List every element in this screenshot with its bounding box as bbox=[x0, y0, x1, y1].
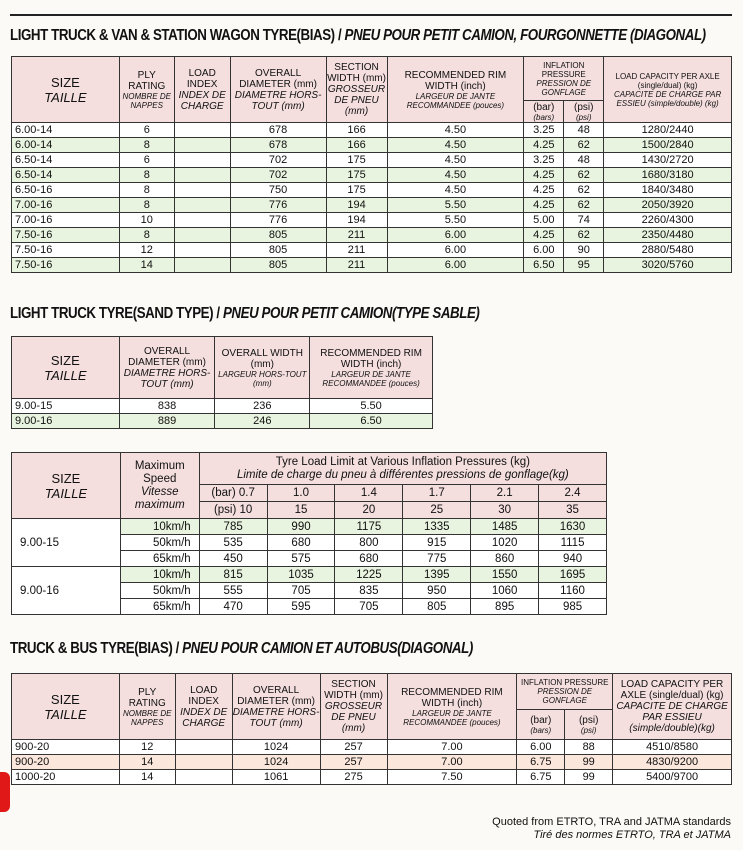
section-width-cell: 166 bbox=[326, 138, 387, 153]
load-value-cell: 815 bbox=[199, 567, 267, 583]
load-capacity-cell: 2350/4480 bbox=[604, 228, 732, 243]
diameter-cell: 805 bbox=[230, 228, 326, 243]
psi-cell: 62 bbox=[564, 183, 604, 198]
size-cell: 9.00-15 bbox=[12, 399, 120, 414]
sand-type-rows bbox=[12, 399, 433, 429]
diameter-cell: 1024 bbox=[232, 755, 320, 770]
load-index-cell bbox=[174, 153, 230, 168]
ply-cell: 14 bbox=[119, 770, 175, 785]
speed-cell: 10km/h bbox=[120, 567, 199, 583]
inflation-header: INFLATION PRESSURE PRESSION DE GONFLAGE bbox=[524, 57, 604, 101]
section2-title: LIGHT TRUCK TYRE(SAND TYPE) / PNEU POUR PETIT CAMION(TYPE SABLE) bbox=[10, 305, 480, 322]
table-row bbox=[12, 168, 732, 183]
ply-cell: 8 bbox=[119, 198, 174, 213]
rim-width-header: RECOMMENDED RIM WIDTH (inch) LARGEUR DE JANTE RECOMMANDEE (pouces) bbox=[387, 674, 517, 740]
section-width-cell: 194 bbox=[326, 198, 387, 213]
load-index-cell bbox=[175, 740, 232, 755]
pressure-psi-label: 35 bbox=[539, 502, 607, 519]
section-width-cell: 175 bbox=[326, 153, 387, 168]
load-capacity-cell: 2050/3920 bbox=[604, 198, 732, 213]
load-index-header: LOAD INDEX INDEX DE CHARGE bbox=[174, 57, 230, 123]
rim-width-cell: 6.00 bbox=[387, 243, 524, 258]
section-width-cell: 166 bbox=[326, 123, 387, 138]
load-index-cell bbox=[175, 770, 232, 785]
section1-title: LIGHT TRUCK & VAN & STATION WAGON TYRE(BIAS) / PNEU POUR PETIT CAMION, FOURGONNETTE (DIAGONAL) bbox=[10, 27, 706, 44]
load-value-cell: 800 bbox=[335, 535, 403, 551]
source-note: Quoted from ETRTO, TRA and JATMA standards Tiré des normes ETRTO, TRA et JATMA bbox=[492, 816, 731, 841]
ply-cell: 6 bbox=[119, 123, 174, 138]
width-header: OVERALL WIDTH (mm) LARGEUR HORS-TOUT (mm) bbox=[215, 337, 310, 399]
load-value-cell: 1550 bbox=[471, 567, 539, 583]
load-value-cell: 775 bbox=[403, 551, 471, 567]
ply-cell: 12 bbox=[119, 740, 175, 755]
load-value-cell: 915 bbox=[403, 535, 471, 551]
load-value-cell: 680 bbox=[267, 535, 335, 551]
load-index-cell bbox=[174, 138, 230, 153]
bar-cell: 3.25 bbox=[524, 123, 564, 138]
pressure-bar-label: 1.7 bbox=[403, 485, 471, 502]
ply-cell: 12 bbox=[119, 243, 174, 258]
size-cell: 7.50-16 bbox=[12, 243, 120, 258]
red-paper-mark bbox=[0, 772, 10, 812]
size-header: SIZE TAILLE bbox=[12, 453, 121, 519]
load-value-cell: 985 bbox=[539, 599, 607, 615]
load-index-cell bbox=[175, 755, 232, 770]
section-width-cell: 211 bbox=[326, 258, 387, 273]
load-capacity-header: LOAD CAPACITY PER AXLE (single/dual) (kg) CAPACITE DE CHARGE PAR ESSIEU (simple/double) (kg) bbox=[604, 57, 732, 123]
load-value-cell: 535 bbox=[199, 535, 267, 551]
section3-title: TRUCK & BUS TYRE(BIAS) / PNEU POUR CAMION ET AUTOBUS(DIAGONAL) bbox=[10, 640, 473, 657]
load-value-cell: 1160 bbox=[539, 583, 607, 599]
pressure-psi-label: 20 bbox=[335, 502, 403, 519]
diameter-cell: 1024 bbox=[232, 740, 320, 755]
table-row bbox=[12, 213, 732, 228]
table-row bbox=[12, 228, 732, 243]
load-capacity-cell: 4830/9200 bbox=[613, 755, 732, 770]
size-cell: 6.00-14 bbox=[12, 123, 120, 138]
load-value-cell: 575 bbox=[267, 551, 335, 567]
psi-cell: 62 bbox=[564, 198, 604, 213]
bar-cell: 5.00 bbox=[524, 213, 564, 228]
sand-type-table bbox=[11, 336, 433, 429]
bar-cell: 6.00 bbox=[524, 243, 564, 258]
bar-cell: 6.00 bbox=[517, 740, 565, 755]
table-row bbox=[12, 153, 732, 168]
load-index-cell bbox=[174, 228, 230, 243]
section-width-cell: 257 bbox=[320, 755, 387, 770]
top-rule bbox=[10, 14, 732, 16]
ply-cell: 8 bbox=[119, 168, 174, 183]
psi-cell: 74 bbox=[564, 213, 604, 228]
psi-header: (psi) (psi) bbox=[565, 710, 613, 740]
truck-bus-rows bbox=[12, 740, 732, 785]
section-width-cell: 257 bbox=[320, 740, 387, 755]
load-index-cell bbox=[174, 183, 230, 198]
load-value-cell: 895 bbox=[471, 599, 539, 615]
load-index-cell bbox=[174, 168, 230, 183]
bar-cell: 6.50 bbox=[524, 258, 564, 273]
speed-cell: 10km/h bbox=[120, 519, 199, 535]
load-value-cell: 705 bbox=[267, 583, 335, 599]
load-value-cell: 470 bbox=[199, 599, 267, 615]
load-limit-title: Tyre Load Limit at Various Inflation Pressures (kg) Limite de charge du pneu à différentes pressions de gonflage(kg) bbox=[199, 453, 606, 485]
load-limit-rows bbox=[12, 519, 607, 615]
diameter-cell: 750 bbox=[230, 183, 326, 198]
size-cell: 900-20 bbox=[12, 740, 120, 755]
table-row bbox=[12, 567, 607, 583]
load-value-cell: 595 bbox=[267, 599, 335, 615]
psi-cell: 48 bbox=[564, 153, 604, 168]
rim-width-cell: 7.50 bbox=[387, 770, 517, 785]
load-value-cell: 860 bbox=[471, 551, 539, 567]
load-value-cell: 990 bbox=[267, 519, 335, 535]
ply-cell: 8 bbox=[119, 228, 174, 243]
rim-width-cell: 4.50 bbox=[387, 168, 524, 183]
load-value-cell: 1175 bbox=[335, 519, 403, 535]
size-cell: 9.00-15 bbox=[12, 519, 121, 567]
table-row bbox=[12, 243, 732, 258]
load-value-cell: 1020 bbox=[471, 535, 539, 551]
load-value-cell: 450 bbox=[199, 551, 267, 567]
section-width-header: SECTION WIDTH (mm) GROSSEUR DE PNEU (mm) bbox=[326, 57, 387, 123]
psi-label: (psi) 10 bbox=[199, 502, 267, 519]
speed-header: Maximum Speed Vitesse maximum bbox=[120, 453, 199, 519]
load-index-cell bbox=[174, 198, 230, 213]
width-cell: 236 bbox=[215, 399, 310, 414]
speed-cell: 50km/h bbox=[120, 583, 199, 599]
size-cell: 1000-20 bbox=[12, 770, 120, 785]
table-row bbox=[12, 770, 732, 785]
load-value-cell: 785 bbox=[199, 519, 267, 535]
rim-width-cell: 5.50 bbox=[387, 213, 524, 228]
diameter-header: OVERALL DIAMETER (mm) DIAMETRE HORS-TOUT (mm) bbox=[232, 674, 320, 740]
psi-cell: 99 bbox=[565, 755, 613, 770]
rim-width-cell: 4.50 bbox=[387, 123, 524, 138]
pressure-bar-label: 1.4 bbox=[335, 485, 403, 502]
load-capacity-cell: 3020/5760 bbox=[604, 258, 732, 273]
bar-cell: 6.75 bbox=[517, 770, 565, 785]
load-value-cell: 1395 bbox=[403, 567, 471, 583]
rim-width-cell: 6.50 bbox=[310, 414, 433, 429]
size-cell: 6.50-16 bbox=[12, 183, 120, 198]
ply-cell: 8 bbox=[119, 183, 174, 198]
rim-width-header: RECOMMENDED RIM WIDTH (inch) LARGEUR DE JANTE RECOMMANDEE (pouces) bbox=[310, 337, 433, 399]
rim-width-cell: 7.00 bbox=[387, 755, 517, 770]
section-width-cell: 194 bbox=[326, 213, 387, 228]
size-cell: 7.00-16 bbox=[12, 198, 120, 213]
diameter-cell: 702 bbox=[230, 168, 326, 183]
ply-header: PLY RATING NOMBRE DE NAPPES bbox=[119, 674, 175, 740]
load-capacity-cell: 4510/8580 bbox=[613, 740, 732, 755]
load-index-cell bbox=[174, 213, 230, 228]
truck-bus-table bbox=[11, 673, 732, 785]
pressure-psi-label: 30 bbox=[471, 502, 539, 519]
size-cell: 6.00-14 bbox=[12, 138, 120, 153]
table-row bbox=[12, 519, 607, 535]
diameter-cell: 838 bbox=[119, 399, 215, 414]
section-width-cell: 175 bbox=[326, 183, 387, 198]
pressure-bar-label: 2.4 bbox=[539, 485, 607, 502]
psi-cell: 62 bbox=[564, 138, 604, 153]
psi-cell: 90 bbox=[564, 243, 604, 258]
speed-cell: 65km/h bbox=[120, 551, 199, 567]
psi-cell: 48 bbox=[564, 123, 604, 138]
rim-width-cell: 5.50 bbox=[310, 399, 433, 414]
psi-cell: 62 bbox=[564, 228, 604, 243]
load-capacity-cell: 5400/9700 bbox=[613, 770, 732, 785]
table-row bbox=[12, 123, 732, 138]
diameter-cell: 702 bbox=[230, 153, 326, 168]
diameter-cell: 805 bbox=[230, 258, 326, 273]
bar-cell: 4.25 bbox=[524, 168, 564, 183]
diameter-header: OVERALL DIAMETER (mm) DIAMETRE HORS-TOUT (mm) bbox=[230, 57, 326, 123]
diameter-cell: 678 bbox=[230, 138, 326, 153]
table-row bbox=[12, 740, 732, 755]
load-limit-table bbox=[11, 452, 607, 615]
table-row bbox=[12, 258, 732, 273]
load-value-cell: 940 bbox=[539, 551, 607, 567]
ply-cell: 10 bbox=[119, 213, 174, 228]
size-header: SIZE TAILLE bbox=[12, 57, 120, 123]
rim-width-cell: 7.00 bbox=[387, 740, 517, 755]
load-capacity-cell: 1430/2720 bbox=[604, 153, 732, 168]
section-width-cell: 211 bbox=[326, 243, 387, 258]
rim-width-cell: 6.00 bbox=[387, 258, 524, 273]
load-value-cell: 1225 bbox=[335, 567, 403, 583]
size-cell: 6.50-14 bbox=[12, 153, 120, 168]
size-header: SIZE TAILLE bbox=[12, 674, 120, 740]
load-value-cell: 950 bbox=[403, 583, 471, 599]
diameter-cell: 776 bbox=[230, 213, 326, 228]
load-value-cell: 555 bbox=[199, 583, 267, 599]
speed-cell: 50km/h bbox=[120, 535, 199, 551]
load-value-cell: 835 bbox=[335, 583, 403, 599]
ply-cell: 8 bbox=[119, 138, 174, 153]
psi-cell: 88 bbox=[565, 740, 613, 755]
rim-width-cell: 5.50 bbox=[387, 198, 524, 213]
psi-cell: 99 bbox=[565, 770, 613, 785]
pressure-psi-label: 15 bbox=[267, 502, 335, 519]
size-cell: 6.50-14 bbox=[12, 168, 120, 183]
speed-cell: 65km/h bbox=[120, 599, 199, 615]
light-truck-rows bbox=[12, 123, 732, 273]
load-capacity-cell: 2260/4300 bbox=[604, 213, 732, 228]
rim-width-header: RECOMMENDED RIM WIDTH (inch) LARGEUR DE JANTE RECOMMANDEE (pouces) bbox=[387, 57, 524, 123]
ply-header: PLY RATING NOMBRE DE NAPPES bbox=[119, 57, 174, 123]
diameter-header: OVERALL DIAMETER (mm) DIAMETRE HORS-TOUT (mm) bbox=[119, 337, 215, 399]
load-index-cell bbox=[174, 243, 230, 258]
psi-cell: 62 bbox=[564, 168, 604, 183]
bar-cell: 4.25 bbox=[524, 138, 564, 153]
load-value-cell: 1630 bbox=[539, 519, 607, 535]
table-row bbox=[12, 198, 732, 213]
ply-cell: 6 bbox=[119, 153, 174, 168]
table-row bbox=[12, 414, 433, 429]
bar-header: (bar) (bars) bbox=[517, 710, 565, 740]
width-cell: 246 bbox=[215, 414, 310, 429]
ply-cell: 14 bbox=[119, 258, 174, 273]
load-value-cell: 805 bbox=[403, 599, 471, 615]
load-value-cell: 1115 bbox=[539, 535, 607, 551]
bar-label: (bar) 0.7 bbox=[199, 485, 267, 502]
load-value-cell: 705 bbox=[335, 599, 403, 615]
table-row bbox=[12, 399, 433, 414]
psi-header: (psi) (psi) bbox=[564, 101, 604, 123]
table-row bbox=[12, 183, 732, 198]
load-value-cell: 1695 bbox=[539, 567, 607, 583]
size-cell: 7.50-16 bbox=[12, 228, 120, 243]
pressure-bar-label: 2.1 bbox=[471, 485, 539, 502]
size-cell: 7.50-16 bbox=[12, 258, 120, 273]
ply-cell: 14 bbox=[119, 755, 175, 770]
table-row bbox=[12, 755, 732, 770]
load-capacity-cell: 1840/3480 bbox=[604, 183, 732, 198]
load-value-cell: 1060 bbox=[471, 583, 539, 599]
bar-cell: 4.25 bbox=[524, 198, 564, 213]
table-row bbox=[12, 138, 732, 153]
inflation-header: INFLATION PRESSURE PRESSION DE GONFLAGE bbox=[517, 674, 613, 710]
rim-width-cell: 6.00 bbox=[387, 228, 524, 243]
diameter-cell: 1061 bbox=[232, 770, 320, 785]
bar-cell: 4.25 bbox=[524, 183, 564, 198]
load-capacity-cell: 1680/3180 bbox=[604, 168, 732, 183]
load-value-cell: 1035 bbox=[267, 567, 335, 583]
size-header: SIZE TAILLE bbox=[12, 337, 120, 399]
load-index-header: LOAD INDEX INDEX DE CHARGE bbox=[175, 674, 232, 740]
rim-width-cell: 4.50 bbox=[387, 153, 524, 168]
bar-cell: 3.25 bbox=[524, 153, 564, 168]
load-capacity-cell: 1500/2840 bbox=[604, 138, 732, 153]
pressure-bar-label: 1.0 bbox=[267, 485, 335, 502]
diameter-cell: 805 bbox=[230, 243, 326, 258]
load-value-cell: 1485 bbox=[471, 519, 539, 535]
load-capacity-header: LOAD CAPACITY PER AXLE (single/dual) (kg) CAPACITE DE CHARGE PAR ESSIEU (simple/double)(kg) bbox=[613, 674, 732, 740]
load-capacity-cell: 2880/5480 bbox=[604, 243, 732, 258]
size-cell: 900-20 bbox=[12, 755, 120, 770]
load-capacity-cell: 1280/2440 bbox=[604, 123, 732, 138]
diameter-cell: 776 bbox=[230, 198, 326, 213]
bar-cell: 4.25 bbox=[524, 228, 564, 243]
load-value-cell: 680 bbox=[335, 551, 403, 567]
light-truck-table bbox=[11, 56, 732, 273]
diameter-cell: 678 bbox=[230, 123, 326, 138]
diameter-cell: 889 bbox=[119, 414, 215, 429]
size-cell: 7.00-16 bbox=[12, 213, 120, 228]
load-index-cell bbox=[174, 123, 230, 138]
section-width-header: SECTION WIDTH (mm) GROSSEUR DE PNEU (mm) bbox=[320, 674, 387, 740]
section-width-cell: 175 bbox=[326, 168, 387, 183]
bar-cell: 6.75 bbox=[517, 755, 565, 770]
rim-width-cell: 4.50 bbox=[387, 138, 524, 153]
size-cell: 9.00-16 bbox=[12, 414, 120, 429]
rim-width-cell: 4.50 bbox=[387, 183, 524, 198]
load-index-cell bbox=[174, 258, 230, 273]
pressure-psi-label: 25 bbox=[403, 502, 471, 519]
bar-header: (bar) (bars) bbox=[524, 101, 564, 123]
section-width-cell: 275 bbox=[320, 770, 387, 785]
section-width-cell: 211 bbox=[326, 228, 387, 243]
load-value-cell: 1335 bbox=[403, 519, 471, 535]
psi-cell: 95 bbox=[564, 258, 604, 273]
size-cell: 9.00-16 bbox=[12, 567, 121, 615]
